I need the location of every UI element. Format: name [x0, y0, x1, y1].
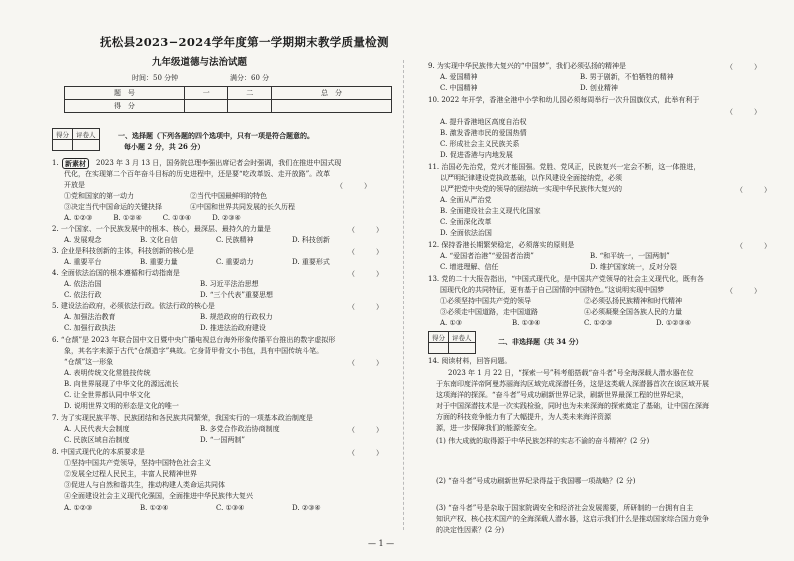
answer-paren: （ ）	[736, 242, 771, 250]
q8-option: ③促进人与自然和谐共生，推动构建人类命运共同体	[64, 481, 225, 489]
score-table-label: 得 分	[65, 100, 185, 113]
q4-option-c: C. 依法行政	[64, 291, 102, 299]
score-table-header: 题 号	[65, 87, 185, 100]
q6-line: 象，其名字来源于古代“仓颉造字”典故。它身背甲骨文小书包，具有中国传统斗笔。	[64, 347, 324, 355]
q14-stem: 14. 阅读材料，回答问题。	[428, 357, 512, 365]
grader-score-cell	[53, 140, 73, 151]
answer-paren: （ ）	[348, 449, 383, 457]
score-cell	[272, 100, 392, 113]
section2-title: 二、非选择题（共 34 分）	[498, 337, 583, 346]
q12-option-b: B. “和平统一，一国两制”	[590, 252, 670, 260]
q14-material: 于东南印度洋帝阿曼苏丽海沟区域完成深潜任务，这是这类载人深潜器首次在该区域开展	[436, 380, 709, 388]
full-score: 满分：60 分	[230, 74, 270, 82]
q14-material: 2023 年 1 月 22 日，“探索一号”科考船搭载“奋斗者”号全海深载人潜水器在位	[448, 369, 694, 377]
answer-paren: （ ）	[348, 270, 383, 278]
q14-material: 源，进一步保障我们的能源安全。	[436, 424, 541, 432]
score-table-header: 二	[228, 87, 272, 100]
q8-option: ②发展全过程人民民主，丰富人民精神世界	[64, 470, 197, 478]
q1-number: 1.	[52, 159, 59, 167]
q11-line: 11. 治国必先治党，党兴才能国强。党胜、党风正，民族复兴一定会不断，这一体推进，	[428, 163, 701, 171]
q5-option-b: B. 规范政府的行政权力	[200, 313, 273, 321]
q7-option-d: D. “一国两制”	[200, 436, 245, 444]
score-table	[64, 86, 392, 113]
q9-option-a: A. 爱国精神	[440, 73, 478, 81]
q8-option: ①坚持中国共产党领导，坚持中国特色社会主义	[64, 459, 211, 467]
q14-material: 方面的科技竞争能力有了大幅提升，为人类未来海洋资源	[436, 413, 611, 421]
q9-stem: 9. 为实现中华民族伟大复兴的“中国梦”，我们必须弘扬的精神是	[428, 62, 627, 70]
exam-subject-title: 九年级道德与法治试题	[152, 57, 248, 68]
answer-paren: （ ）	[726, 108, 761, 116]
q5-option-a: A. 加强法治教育	[64, 313, 116, 321]
q10-stem: 10. 2022 年开学，香港全港中小学和幼儿园必须每周举行一次升国旗仪式，此举有利于	[428, 96, 700, 104]
q12-stem: 12. 保持香港长期繁荣稳定，必须落实的原则是	[428, 241, 575, 249]
q14-part1: (1) 伟大成就的取得源于中华民族怎样的实志不渝的奋斗精神？(2 分)	[436, 437, 650, 445]
q14-material: 这项海洋的探深。“奋斗者”号成功刷新世界记录，刷新世界最深工程的世界纪录，	[436, 391, 689, 399]
q7-option-a: A. 人民代表大会制度	[64, 425, 130, 433]
grader-name-cell	[449, 343, 476, 354]
q8-option-b: B. ①②④	[140, 504, 169, 512]
answer-paren: （ ）	[348, 359, 383, 367]
q8-option-d: D. ②③④	[292, 504, 321, 512]
q2-option-a: A. 发展观念	[64, 236, 102, 244]
q1-line: 代化，在实现第二个百年奋斗目标的历史进程中，还是要“吃改革饭、走开放路”。改革	[64, 170, 331, 178]
q5-option-d: D. 推进法治政府建设	[200, 324, 266, 332]
answer-paren: （ ）	[348, 303, 383, 311]
q12-option-a: A. “爱国者治港”“爱国者治澳”	[440, 252, 534, 260]
q10-option-c: C. 形成社会主义民族关系	[440, 140, 520, 148]
q13-option-a: A. ①③	[440, 319, 463, 327]
q13-line: 13. 党的二十大报告指出，“中国式现代化，是中国共产党领导的社会主义现代化，既有各	[428, 275, 704, 283]
q11-option-a: A. 全面从严治党	[440, 196, 492, 204]
q7-option-b: B. 多党合作政治协商制度	[200, 425, 280, 433]
q2-option-c: C. 民族精神	[216, 236, 254, 244]
q9-option-d: D. 创业精神	[580, 84, 618, 92]
page-number: — 1 —	[368, 539, 395, 548]
q1-option: ③决定当代中国命运的关键抉择	[64, 203, 162, 211]
q4-option-d: D. “三个代表”重要思想	[200, 291, 273, 299]
grader-score-label: 得分	[53, 129, 73, 140]
q14-part2: (2) “奋斗者”号成功刷新世界纪录得益于我国哪一项战略？(2 分)	[436, 477, 636, 485]
q3-option-b: B. 重要力量	[140, 258, 178, 266]
q1-line: 2023 年 3 月 13 日，国务院总理李强出席记者会时强调，我们在推进中国式现	[96, 159, 342, 167]
q3-stem: 3. 企业是科技创新的主体，科技创新的核心是	[52, 247, 194, 255]
answer-paren: （ ）	[348, 426, 383, 434]
q6-option-d: D. 说明世界文明的形态是文化的唯一	[64, 402, 179, 410]
answer-paren: （ ）	[726, 63, 761, 71]
q13-option: ②必须弘扬民族精神和时代精神	[584, 297, 682, 305]
q10-option-d: D. 促进香港与内地发展	[440, 151, 513, 159]
q11-option-b: B. 全面建设社会主义现代化国家	[440, 207, 541, 215]
q5-stem: 5. 建设法治政府，必须依法行政。依法行政的核心是	[52, 302, 215, 310]
q14-part3: 知识产权、核心技术国产的全海深载人潜水器，这启示我们什么是推动国家综合国力竞争	[436, 515, 709, 523]
answer-paren: （ ）	[336, 182, 371, 190]
grader-name-label: 评卷人	[73, 129, 100, 140]
q6-option-a: A. 表明传统文化常胜技传统	[64, 369, 151, 377]
answer-paren: （ ）	[348, 248, 383, 256]
answer-paren: （ ）	[348, 226, 383, 234]
q14-part3: 的决定性因素？(2 分)	[436, 526, 505, 534]
score-cell	[228, 100, 272, 113]
column-divider	[403, 60, 404, 530]
q4-option-a: A. 依法治国	[64, 280, 102, 288]
grader-name-cell	[73, 140, 100, 151]
exam-header-title: 抚松县2023−2024学年度第一学期期末教学质量检测	[100, 35, 389, 49]
q14-part3: (3) “奋斗者”号是杂取于国家院调安全和经济社会发展需要，所研制的一台拥有自主	[436, 504, 694, 512]
q3-option-d: D. 重要形式	[292, 258, 330, 266]
q8-option-c: C. ①③④	[216, 504, 245, 512]
q1-option: ②当代中国最鲜明的特色	[190, 192, 267, 200]
q13-line: 国现代化的共同特征，更有基于自己国情的中国特色。”这说明实现中国梦	[440, 286, 665, 294]
q2-option-d: D. 科技创新	[292, 236, 330, 244]
q6-option-b: B. 向世界展现了中华文化的源远流长	[64, 380, 179, 388]
q8-stem: 8. 中国式现代化的本质要求是	[52, 448, 145, 456]
answer-paren: （ ）	[736, 186, 771, 194]
q13-option-c: C. ①②③	[584, 319, 613, 327]
answer-paren: （ ）	[726, 287, 761, 295]
section1-title: 一、选择题（下列各题的四个选项中，只有一项是符合题意的。	[118, 131, 314, 140]
q7-stem: 7. 为了实现民族平等、民族团结和各民族共同繁荣，我国实行的一项基本政治制度是	[52, 414, 313, 422]
q9-option-c: C. 中国精神	[440, 84, 478, 92]
q13-option: ④必须凝聚全国各族人民的力量	[584, 308, 682, 316]
q12-option-d: D. 维护国家统一，反对分裂	[590, 263, 677, 271]
q13-option-b: B. ①③④	[512, 319, 541, 327]
q11-line: 以严明纪律建设党执政基础，以作风建设全面接纳党，必须	[440, 174, 622, 182]
q5-option-c: C. 加强行政执法	[64, 324, 116, 332]
q3-option-a: A. 重要平台	[64, 258, 102, 266]
q8-option-a: A. ①②③	[64, 504, 93, 512]
q11-line: 以严把党中央党的领导的团结统一实现中华民族伟大复兴的	[440, 185, 622, 193]
q6-line: “仓颉”这一形象	[64, 358, 114, 366]
time-limit: 时间：50 分钟	[132, 74, 179, 82]
grader-name-label: 评卷人	[449, 332, 476, 343]
q12-option-c: C. 增进理解、信任	[440, 263, 499, 271]
q1-option: ④中国和世界共同发展的长久历程	[190, 203, 295, 211]
q11-option-d: D. 全面依法治国	[440, 229, 492, 237]
grader-box	[428, 331, 476, 354]
q11-option-c: C. 全面深化改革	[440, 218, 492, 226]
q8-option: ④全面建设社会主义现代化强国，全面推进中华民族伟大复兴	[64, 492, 253, 500]
q13-option: ③必须走中国道路，走中国道路	[440, 308, 538, 316]
q6-line: 6. “仓颉”是 2023 年联合国中文日暨中央广播电视总台海外形象传播平台推出的数字虚拟形	[52, 336, 336, 344]
q1-line: 开放是	[64, 181, 85, 189]
grader-score-label: 得分	[429, 332, 449, 343]
q1-new-material-tag: 新素材	[62, 158, 89, 169]
q2-option-b: B. 文化自信	[140, 236, 178, 244]
q9-option-b: B. 男于剧新，不怕牺牲的精神	[580, 73, 674, 81]
score-table-header: 总 分	[272, 87, 392, 100]
section1-note: 每小题 2 分，共 26 分）	[124, 142, 205, 151]
q10-option-b: B. 激发香港市民的爱国热情	[440, 129, 527, 137]
q2-stem: 2. 一个国家、一个民族发展中的根本、核心，最深层、最持久的力量是	[52, 225, 271, 233]
score-cell	[184, 100, 228, 113]
q1-option: ①党和国家的第一动力	[64, 192, 134, 200]
q1-answers: A. ①②③ B. ①②④ C. ①③④ D. ②③④	[64, 214, 241, 222]
q4-option-b: B. 习近平法治思想	[200, 280, 259, 288]
q10-option-a: A. 提升香港地区高度自治权	[440, 118, 527, 126]
score-table-header: 一	[184, 87, 228, 100]
q3-option-c: C. 重要动力	[216, 258, 254, 266]
q7-option-c: C. 民族区域自治制度	[64, 436, 130, 444]
grader-score-cell	[429, 343, 449, 354]
q13-option: ①必须坚持中国共产党的领导	[440, 297, 531, 305]
q14-material: 对于中国深潜技术是一次实践检验，同时也为未来深海的探索奠定了基础，让中国在深海	[436, 402, 709, 410]
q13-option-d: D. ①②③④	[656, 319, 691, 327]
q6-option-c: C. 让全世界都认同中华文化	[64, 391, 151, 399]
grader-box	[52, 128, 100, 151]
q4-stem: 4. 全面依法治国的根本遵循和行动指南是	[52, 269, 180, 277]
